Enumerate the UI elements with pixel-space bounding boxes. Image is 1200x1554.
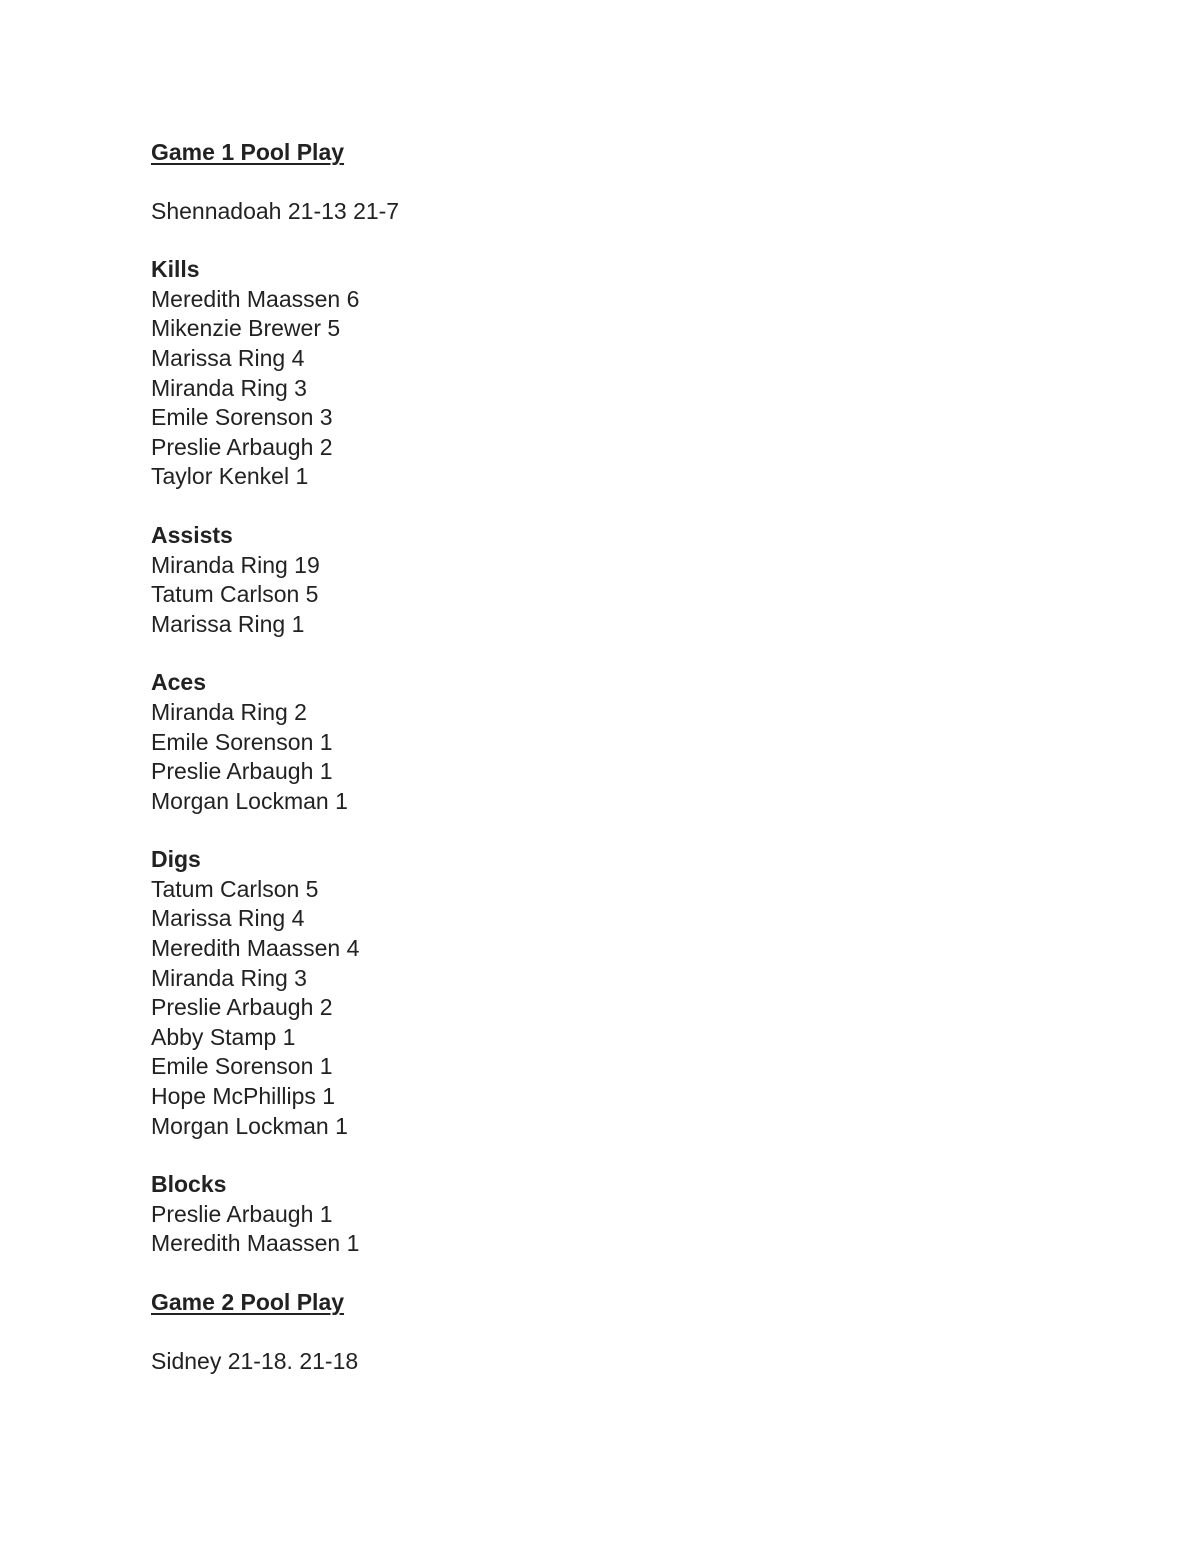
- digs-heading: Digs: [151, 846, 201, 873]
- stat-entry: Emile Sorenson 3: [151, 404, 333, 431]
- stat-entry: Tatum Carlson 5: [151, 581, 319, 608]
- aces-heading: Aces: [151, 669, 206, 696]
- stat-entry: Morgan Lockman 1: [151, 1112, 348, 1139]
- stat-entry: Tatum Carlson 5: [151, 875, 319, 902]
- stat-entry: Miranda Ring 19: [151, 551, 320, 578]
- stat-entry: Miranda Ring 3: [151, 964, 307, 991]
- stat-entry: Miranda Ring 3: [151, 374, 307, 401]
- stat-entry: Meredith Maassen 6: [151, 285, 360, 312]
- stat-entry: Meredith Maassen 4: [151, 935, 360, 962]
- stat-entry: Preslie Arbaugh 1: [151, 758, 333, 785]
- stat-entry: Preslie Arbaugh 1: [151, 1200, 333, 1227]
- game-2-result: Sidney 21-18. 21-18: [151, 1347, 359, 1374]
- blocks-heading: Blocks: [151, 1171, 227, 1198]
- stat-entry: Emile Sorenson 1: [151, 1053, 333, 1080]
- assists-heading: Assists: [151, 521, 233, 548]
- kills-section: [151, 255, 1051, 492]
- game-1-title: Game 1 Pool Play: [151, 139, 345, 165]
- game-1-result: Shennadoah 21-13 21-7: [151, 197, 400, 224]
- stat-entry: Preslie Arbaugh 2: [151, 433, 333, 460]
- stat-entry: Marissa Ring 1: [151, 610, 305, 637]
- digs-section: [151, 845, 1051, 1141]
- stat-entry: Emile Sorenson 1: [151, 728, 333, 755]
- stat-entry: Meredith Maassen 1: [151, 1230, 360, 1257]
- stat-entry: Abby Stamp 1: [151, 1023, 296, 1050]
- game-2-title: Game 2 Pool Play: [151, 1289, 345, 1315]
- stat-entry: Morgan Lockman 1: [151, 787, 348, 814]
- stat-entry: Preslie Arbaugh 2: [151, 994, 333, 1021]
- blocks-section: [151, 1170, 1051, 1259]
- stat-entry: Miranda Ring 2: [151, 698, 307, 725]
- stat-entry: Taylor Kenkel 1: [151, 463, 309, 490]
- aces-section: [151, 668, 1051, 816]
- stat-entry: Marissa Ring 4: [151, 344, 305, 371]
- kills-heading: Kills: [151, 256, 200, 283]
- document-page: [151, 138, 1051, 1376]
- assists-section: [151, 521, 1051, 639]
- stat-entry: Mikenzie Brewer 5: [151, 315, 341, 342]
- stat-entry: Marissa Ring 4: [151, 905, 305, 932]
- stat-entry: Hope McPhillips 1: [151, 1083, 336, 1110]
